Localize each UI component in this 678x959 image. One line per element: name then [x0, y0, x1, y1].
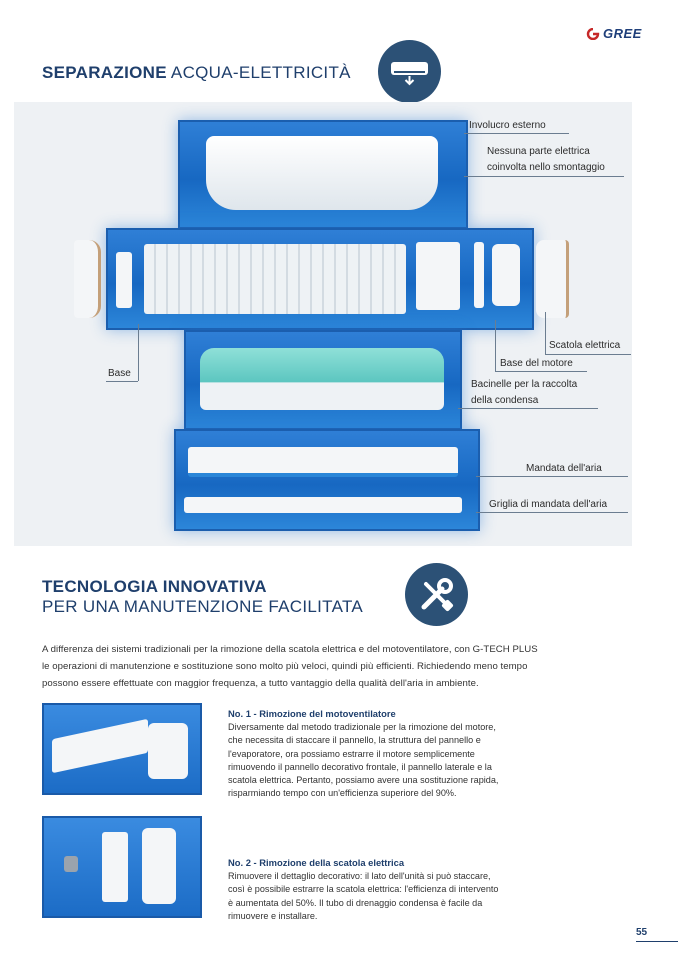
motor-base-image: [474, 242, 484, 308]
item2-line: rimuovere e installare.: [228, 910, 318, 921]
leader-base-vertical: [138, 324, 139, 381]
item1-title: No. 1 - Rimozione del motoventilatore: [228, 708, 396, 719]
item1-line: che necessita di staccare il pannello, la struttura del pannello e: [228, 735, 481, 746]
page-number-rule: [636, 941, 678, 942]
item1-line: rimuovendo il pannello decorativo frontale, il pannello laterale e la: [228, 761, 492, 772]
leader-base-motore: [495, 371, 587, 372]
leader-nessuna-parte: [464, 176, 624, 177]
section2-title-line2: PER UNA MANUTENZIONE FACILITATA: [42, 597, 364, 616]
leader-scatola-vertical: [545, 312, 546, 355]
leader-bacinelle: [458, 408, 598, 409]
intro-line: possono essere effettuate con maggior frequenza, a tutto vantaggio della qualità dell'aria in ambiente.: [42, 678, 479, 689]
label-bacinelle-1: Bacinelle per la raccolta: [471, 379, 578, 390]
box-part-image: [102, 832, 128, 902]
label-base-del-motore: Base del motore: [500, 358, 573, 369]
small-part-image: [64, 856, 78, 872]
motor-part-image: [492, 244, 520, 306]
wrench-screwdriver-icon: [405, 563, 468, 626]
ac-unit-icon-badge: [378, 40, 441, 103]
panel-base: [106, 228, 534, 330]
label-involucro-esterno: Involucro esterno: [469, 120, 546, 131]
leader-scatola: [545, 354, 631, 355]
motor-removal-image: [42, 703, 202, 795]
unit-open-image: [52, 719, 148, 773]
leader-base-motore-vertical: [495, 320, 496, 372]
item1-line: risparmiando tempo con un'efficienza superiore del 90%.: [228, 788, 457, 799]
page-number: 55: [636, 927, 648, 938]
intro-line: le operazioni di manutenzione e sostituzione sono molto più veloci, quindi più efficienti. Richiedendo meno tempo: [42, 661, 528, 672]
item2-line: così è possibile estrarre la scatola elettrica: l'efficienza di intervento: [228, 884, 499, 895]
panel-condensate-tray: [184, 330, 462, 430]
air-outlet-grille-image: [184, 497, 462, 513]
panel-air-outlet: [174, 429, 480, 531]
electrical-box-image: [536, 240, 569, 318]
panel-outer-casing: [178, 120, 468, 229]
item1-line: l'evaporatore, ora possiamo estrarre il motore semplicemente: [228, 748, 475, 759]
air-outlet-image: [188, 447, 458, 477]
leader-mandata: [476, 476, 628, 477]
item2-line: è aumentata del 50%. Il tubo di drenaggio condensa è facile da: [228, 897, 483, 908]
condensate-tray-image: [200, 348, 444, 410]
leader-base: [106, 381, 138, 382]
label-mandata-aria: Mandata dell'aria: [526, 463, 602, 474]
leader-involucro: [464, 133, 569, 134]
electrical-box-part-image: [142, 828, 176, 904]
intro-paragraph: [42, 641, 642, 692]
label-griglia-mandata: Griglia di mandata dell'aria: [489, 499, 608, 510]
item2-line: Rimuovere il dettaglio decorativo: il lato dell'unità si può staccare,: [228, 871, 491, 881]
section2-title-line1: TECNOLOGIA INNOVATIVA: [42, 577, 267, 596]
tools-icon-badge: [405, 563, 468, 626]
side-part-image: [416, 242, 460, 310]
label-scatola-elettrica: Scatola elettrica: [549, 340, 621, 351]
section1-title: [42, 63, 351, 83]
item1-line: Diversamente dal metodo tradizionale per la rimozione del motore,: [228, 722, 496, 732]
section1-title-bold: SEPARAZIONE: [42, 63, 167, 82]
label-bacinelle-2: della condensa: [471, 395, 539, 406]
item2-text: [228, 870, 540, 923]
left-side-cover-image: [74, 240, 101, 318]
item1-line: scatola elettrica. Pertanto, possiamo avere una sostituzione rapida,: [228, 775, 499, 786]
label-nessuna-parte-1: Nessuna parte elettrica: [487, 146, 590, 157]
item1-text: [228, 721, 540, 801]
brand-name: GREE: [603, 26, 642, 41]
outer-casing-image: [206, 136, 438, 210]
leader-griglia: [476, 512, 628, 513]
item2-title: No. 2 - Rimozione della scatola elettrica: [228, 857, 405, 868]
exploded-view-diagram: [14, 102, 632, 546]
base-frame-image: [144, 244, 406, 314]
ac-unit-water-drop-icon: [378, 40, 441, 103]
motor-image: [148, 723, 188, 779]
gree-logo: [586, 26, 642, 41]
intro-line: A differenza dei sistemi tradizionali per la rimozione della scatola elettrica e del motoventilatore, con G-TECH PLUS: [42, 644, 538, 655]
fan-bracket-image: [116, 252, 132, 308]
section1-title-rest: ACQUA-ELETTRICITÀ: [166, 63, 351, 82]
gree-logo-mark-icon: [586, 28, 600, 40]
electrical-box-removal-image: [42, 816, 202, 918]
label-base: Base: [108, 368, 131, 379]
label-nessuna-parte-2: coinvolta nello smontaggio: [487, 162, 605, 173]
